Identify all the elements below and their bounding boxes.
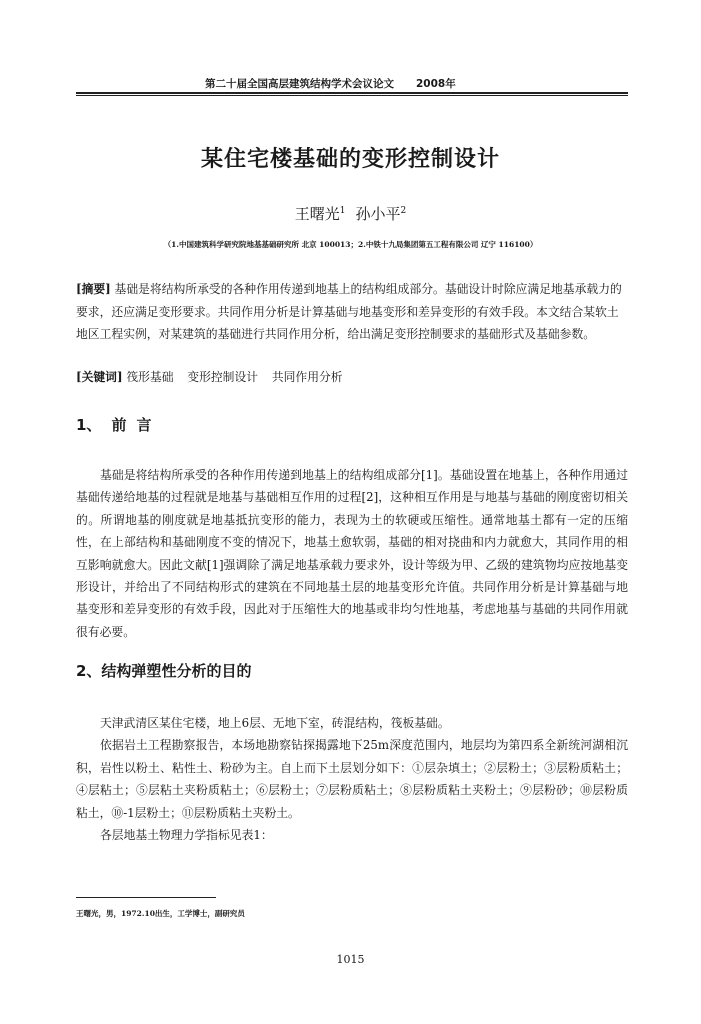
author-mark: 2 — [400, 206, 407, 216]
paper-title: 某住宅楼基础的变形控制设计 — [200, 147, 500, 172]
paragraph: 天津武清区某住宅楼，地上6层、无地下室，砖混结构，筏板基础。 — [100, 716, 450, 730]
header-rule-thin — [76, 95, 628, 96]
abstract — [76, 278, 628, 346]
paragraph: 各层地基土物理力学指标见表1： — [100, 828, 273, 843]
running-header — [205, 76, 555, 91]
author-list — [0, 203, 701, 224]
author-name: 王曙光 — [294, 205, 340, 223]
author-name: 孙小平 — [355, 205, 401, 223]
footnote: 王曙光，男，1972.10出生，工学博士，副研究员 — [76, 909, 245, 918]
keyword: 筏形基础 — [126, 370, 174, 384]
abstract-label: [摘要] — [76, 282, 111, 296]
paragraph: 基础是将结构所承受的各种作用传递到地基上的结构组成部分[1]。基础设置在地基上，各种作用通过基础传递给地基的过程就是地基与基础相互作用的过程[2]，这种相互作用是与地基与基础的刚度密切相关的。所谓地基的刚度就是地基抵抗变形的能力，表现为土的软硬或压缩性。通常地基土都有一定的压缩性，在上部结构和基础刚度不变的情况下，地基土愈软弱，基础的相对挠曲和内力就愈大，其同作用的相互影响就愈大。因此文献[1]强调除了满足地基承载力要求外，设计等级为甲、乙级的建筑物均应按地基变形设计，并给出了不同结构形式的建筑在不同地基土层的地基变形允许值。共同作用分析是计算基础与地基变形和差异变形的有效手段，因此对于压缩性大的地基或非均匀性地基，考虑地基与基础的共同作用就很有必要。 — [76, 468, 628, 639]
author-mark: 1 — [339, 206, 346, 216]
section-title-part: 言 — [136, 416, 152, 434]
footnote-rule — [76, 897, 216, 898]
page-number: 1015 — [336, 953, 365, 966]
section-1-body — [76, 464, 628, 643]
conference-name: 第二十届全国高层建筑结构学术会议论文 — [205, 78, 394, 90]
section-title-part: 前 — [111, 416, 137, 434]
section-2-body — [76, 712, 628, 846]
section-heading-1 — [76, 414, 151, 435]
abstract-text: 基础是将结构所承受的各种作用传递到地基上的结构组成部分。基础设计时除应满足地基承载力的要求，还应满足变形要求。共同作用分析是计算基础与地基变形和差异变形的有效手段。本文结合某软土地区工程实例，对某建筑的基础进行共同作用分析，给出满足变形控制要求的基础形式及基础参数。 — [76, 282, 622, 341]
keyword: 共同作用分析 — [271, 370, 343, 384]
section-heading-2: 2、结构弹塑性分析的目的 — [76, 662, 252, 680]
keyword: 变形控制设计 — [187, 370, 259, 384]
section-number: 1、 — [76, 416, 102, 434]
affiliation: （1.中国建筑科学研究院地基基础研究所 北京 100013；2.中铁十九局集团第五工程有限公司 辽宁 116100） — [163, 240, 538, 249]
header-rule-thick — [76, 92, 628, 94]
keywords-label: [关键词] — [76, 370, 123, 384]
keywords — [76, 368, 628, 385]
paragraph: 依据岩土工程勘察报告，本场地勘察钻探揭露地下25m深度范围内，地层均为第四系全新统河湖相沉积，岩性以粉土、粘性土、粉砂为主。自上而下土层划分如下：①层杂填土；②层粉土；③层粉质粘土；④层粘土；⑤层粘土夹粉质粘土；⑥层粉土；⑦层粉质粘土；⑧层粉质粘土夹粉土；⑨层粉砂；⑩层粉质粘土，⑩-1层粉土；⑪层粉质粘土夹粉土。 — [76, 738, 628, 820]
conference-year: 2008年 — [416, 78, 456, 90]
